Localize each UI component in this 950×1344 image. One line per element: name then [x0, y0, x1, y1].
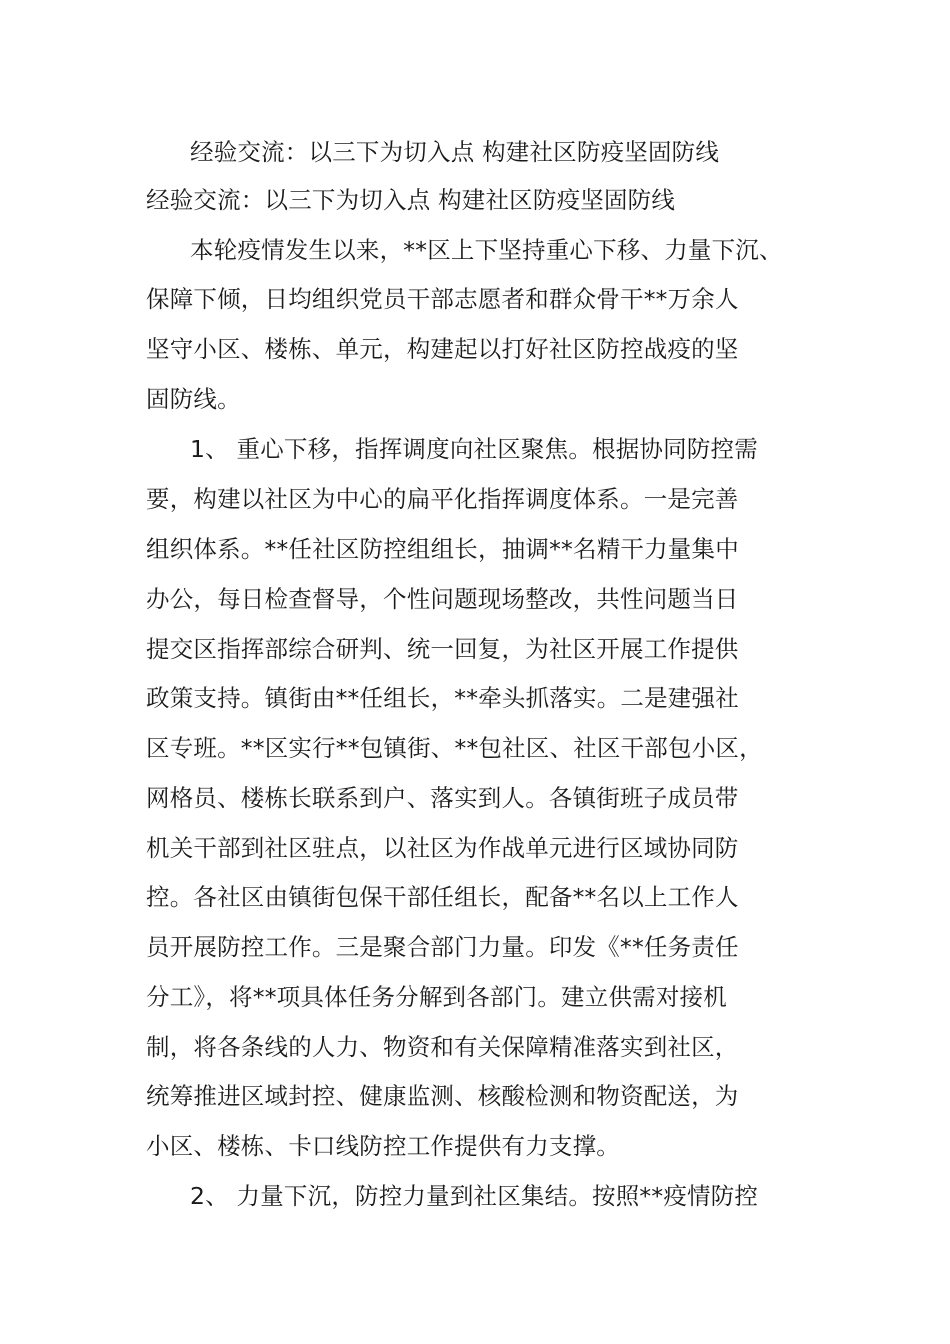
- paragraph-line: 固防线。: [146, 385, 241, 413]
- paragraph-line: 保障下倾，日均组织党员干部志愿者和群众骨干**万余人: [146, 285, 739, 313]
- document-subtitle: 经验交流：以三下为切入点 构建社区防疫坚固防线: [146, 186, 676, 214]
- paragraph-line: 区专班。**区实行**包镇街、**包社区、社区干部包小区，: [146, 734, 763, 762]
- paragraph-line: 分工》，将**项具体任务分解到各部门。建立供需对接机: [146, 983, 727, 1011]
- paragraph-line: 网格员、楼栋长联系到户、落实到人。各镇街班子成员带: [146, 784, 739, 812]
- paragraph-line: 统筹推进区域封控、健康监测、核酸检测和物资配送，为: [146, 1082, 739, 1110]
- paragraph-line: 提交区指挥部综合研判、统一回复，为社区开展工作提供: [146, 635, 739, 663]
- paragraph-line: 员开展防控工作。三是聚合部门力量。印发《**任务责任: [146, 933, 739, 961]
- paragraph-line: 要，构建以社区为中心的扁平化指挥调度体系。一是完善: [146, 485, 739, 513]
- paragraph-line: 坚守小区、楼栋、单元，构建起以打好社区防控战疫的坚: [146, 335, 739, 363]
- paragraph-line: 组织体系。**任社区防控组组长，抽调**名精干力量集中: [146, 535, 739, 563]
- paragraph-line: 制，将各条线的人力、物资和有关保障精准落实到社区，: [146, 1033, 739, 1061]
- paragraph-line: 机关干部到社区驻点，以社区为作战单元进行区域协同防: [146, 834, 739, 862]
- paragraph-line: 本轮疫情发生以来，**区上下坚持重心下移、力量下沉、: [190, 236, 783, 264]
- paragraph-line: 小区、楼栋、卡口线防控工作提供有力支撑。: [146, 1132, 620, 1160]
- paragraph-line: 2、 力量下沉，防控力量到社区集结。按照**疫情防控: [190, 1182, 759, 1210]
- paragraph-line: 控。各社区由镇街包保干部任组长，配备**名以上工作人: [146, 883, 739, 911]
- paragraph-line: 政策支持。镇街由**任组长，**牵头抓落实。二是建强社: [146, 684, 739, 712]
- document-title: 经验交流：以三下为切入点 构建社区防疫坚固防线: [190, 138, 720, 166]
- paragraph-line: 1、 重心下移，指挥调度向社区聚焦。根据协同防控需: [190, 435, 758, 463]
- paragraph-line: 办公，每日检查督导，个性问题现场整改，共性问题当日: [146, 585, 739, 613]
